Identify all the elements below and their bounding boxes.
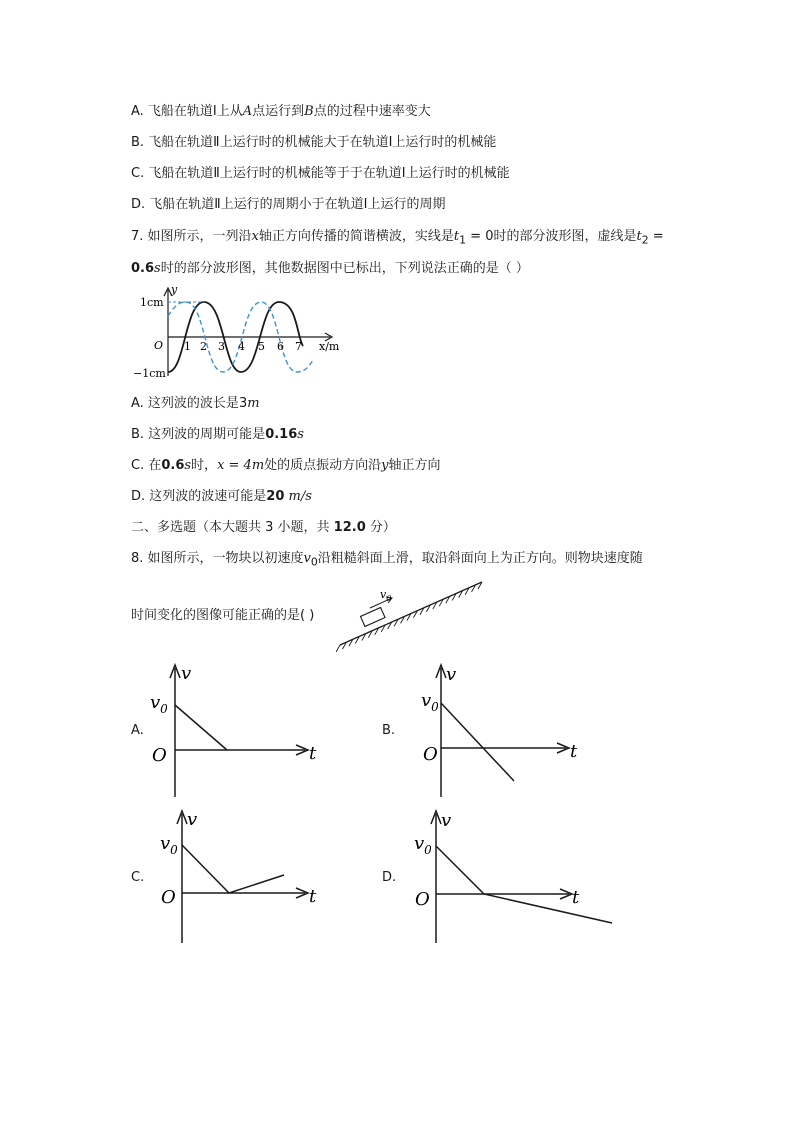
q7-stem-text2: 轴正方向传播的简谐横波，实线是 bbox=[258, 229, 454, 244]
vt-b-t: t bbox=[570, 741, 578, 762]
wave-y-label: y bbox=[171, 283, 178, 296]
section2-heading-text1: 二、多选题（本大题共 3 小题，共 bbox=[131, 520, 334, 535]
q6-option-a-var1: A bbox=[242, 104, 253, 119]
q7-option-c-text4: 轴正方向 bbox=[388, 458, 441, 473]
vt-graph-a bbox=[148, 660, 328, 800]
vt-a-t: t bbox=[309, 743, 317, 764]
q6-option-a-text3: 点的过程中速率变大 bbox=[313, 104, 431, 119]
section2-heading bbox=[131, 518, 396, 538]
vt-a-v0: $v_0$ bbox=[150, 692, 168, 716]
q7-stem-t2: t bbox=[636, 229, 642, 244]
wave-bottom-label: −1cm bbox=[133, 367, 166, 380]
vt-b-v0: $v_0$ bbox=[421, 690, 439, 714]
q7-stem-text1: 7. 如图所示，一列沿 bbox=[131, 229, 252, 244]
q6-option-a-var2: B bbox=[304, 104, 314, 119]
vt-d-v: v bbox=[441, 810, 452, 831]
q8-stem-line1 bbox=[131, 549, 643, 573]
wave-x-label: x/m bbox=[319, 340, 340, 353]
q7-stem-time: 0.6 bbox=[131, 261, 155, 276]
q8-option-d-label: D. bbox=[382, 870, 397, 885]
q7-stem-t2-sub: 2 bbox=[641, 233, 649, 247]
vt-graph-c bbox=[148, 806, 328, 946]
q7-option-a-text: A. 这列波的波长是 bbox=[131, 396, 239, 411]
q7-option-c-unit: s bbox=[184, 458, 192, 473]
q7-option-b-text: B. 这列波的周期可能是 bbox=[131, 427, 266, 442]
q7-stem-line1 bbox=[131, 227, 664, 251]
vt-d-v0: $v_0$ bbox=[414, 833, 432, 857]
q7-stem-eq: = bbox=[648, 229, 664, 244]
section2-heading-text2: 分） bbox=[365, 520, 396, 535]
q7-stem-line2 bbox=[131, 259, 529, 279]
vt-b-line bbox=[441, 703, 514, 781]
q7-stem-text4: 时的部分波形图，其他数据图中已标出，下列说法正确的是（ ） bbox=[160, 261, 529, 276]
q7-option-c-text3: 处的质点振动方向沿 bbox=[264, 458, 382, 473]
q8-stem-text1: 8. 如图所示，一物块以初速度 bbox=[131, 551, 304, 566]
vt-a-v: v bbox=[181, 663, 192, 684]
q7-option-d bbox=[131, 487, 312, 507]
incline-hatch-mark bbox=[336, 645, 340, 652]
vt-a-line bbox=[175, 705, 227, 750]
incline-hatching bbox=[336, 582, 482, 652]
vt-graph-d bbox=[412, 806, 617, 946]
wave-origin: O bbox=[154, 339, 164, 352]
wave-tick: 4 bbox=[238, 340, 245, 353]
section2-score: 12.0 bbox=[333, 520, 366, 535]
wave-axes bbox=[164, 288, 332, 376]
q6-option-c: C. 飞船在轨道Ⅱ上运行时的机械能等于于在轨道Ⅰ上运行时的机械能 bbox=[131, 166, 510, 181]
wave-ticks bbox=[184, 340, 302, 353]
q7-option-c-y: y bbox=[381, 458, 389, 473]
q7-option-c-text2: 时， bbox=[191, 458, 218, 473]
q7-option-a-value: 3 bbox=[238, 396, 248, 411]
q7-stem-x: x bbox=[251, 229, 259, 244]
q7-option-c-expr: x = 4m bbox=[217, 458, 265, 473]
q8-option-a-label: A. bbox=[131, 723, 144, 738]
q7-option-d-value: 20 bbox=[266, 489, 285, 504]
vt-c-line bbox=[182, 845, 284, 893]
q7-stem-text3: = 0时的部分波形图，虚线是 bbox=[466, 229, 637, 244]
q8-option-b-label: B. bbox=[382, 723, 396, 738]
q8-stem-line2: 时间变化的图像可能正确的是( ) bbox=[131, 608, 315, 623]
q6-option-a bbox=[131, 102, 431, 122]
q7-option-d-unit: m/s bbox=[288, 489, 312, 504]
q7-stem-time-unit: s bbox=[154, 261, 161, 276]
vt-graph-b bbox=[418, 660, 588, 800]
q7-option-b bbox=[131, 425, 304, 445]
q7-option-b-value: 0.16 bbox=[265, 427, 298, 442]
wave-tick: 3 bbox=[218, 340, 225, 353]
vt-b-v: v bbox=[446, 664, 457, 685]
q8-stem-v: v bbox=[303, 551, 311, 566]
q8-option-c-label: C. bbox=[131, 870, 145, 885]
q7-stem-t1: t bbox=[453, 229, 460, 244]
q8-stem-text2: 沿粗糙斜面上滑，取沿斜面向上为正方向。则物块速度随 bbox=[317, 551, 643, 566]
vt-d-origin: O bbox=[415, 889, 430, 910]
q6-option-a-text2: 点运行到 bbox=[252, 104, 305, 119]
wave-tick: 6 bbox=[277, 340, 284, 353]
vt-c-origin: O bbox=[161, 887, 176, 908]
vt-c-v0: $v_0$ bbox=[160, 833, 178, 857]
q8-stem-v-sub: 0 bbox=[310, 555, 318, 569]
vt-a-origin: O bbox=[152, 745, 167, 766]
incline-figure bbox=[336, 578, 486, 654]
q7-option-a-unit: m bbox=[247, 396, 260, 411]
wave-tick: 2 bbox=[200, 340, 207, 353]
incline-block bbox=[360, 607, 385, 626]
q6-option-b: B. 飞船在轨道Ⅱ上运行时的机械能大于在轨道Ⅰ上运行时的机械能 bbox=[131, 135, 497, 150]
vt-b-origin: O bbox=[423, 744, 438, 765]
wave-tick: 5 bbox=[258, 340, 265, 353]
q7-option-b-unit: s bbox=[297, 427, 304, 442]
wave-figure bbox=[128, 283, 348, 383]
vt-d-line bbox=[436, 846, 612, 923]
q7-option-c-text1: C. 在 bbox=[131, 458, 162, 473]
q7-stem-t1-sub: 1 bbox=[459, 233, 467, 247]
q6-option-d: D. 飞船在轨道Ⅱ上运行的周期小于在轨道Ⅰ上运行的周期 bbox=[131, 197, 446, 212]
q7-option-c bbox=[131, 456, 441, 476]
vt-c-t: t bbox=[309, 886, 317, 907]
vt-c-v: v bbox=[187, 809, 198, 830]
wave-tick: 1 bbox=[184, 340, 191, 353]
wave-top-label: 1cm bbox=[140, 296, 164, 309]
vt-d-t: t bbox=[572, 887, 580, 908]
q6-option-a-text1: A. 飞船在轨道Ⅰ上从 bbox=[131, 104, 243, 119]
q7-option-c-value: 0.6 bbox=[161, 458, 185, 473]
q7-option-a bbox=[131, 394, 260, 414]
incline-v0-label: $v_0$ bbox=[380, 588, 392, 603]
q7-option-d-text: D. 这列波的波速可能是 bbox=[131, 489, 267, 504]
wave-tick: 7 bbox=[295, 340, 302, 353]
